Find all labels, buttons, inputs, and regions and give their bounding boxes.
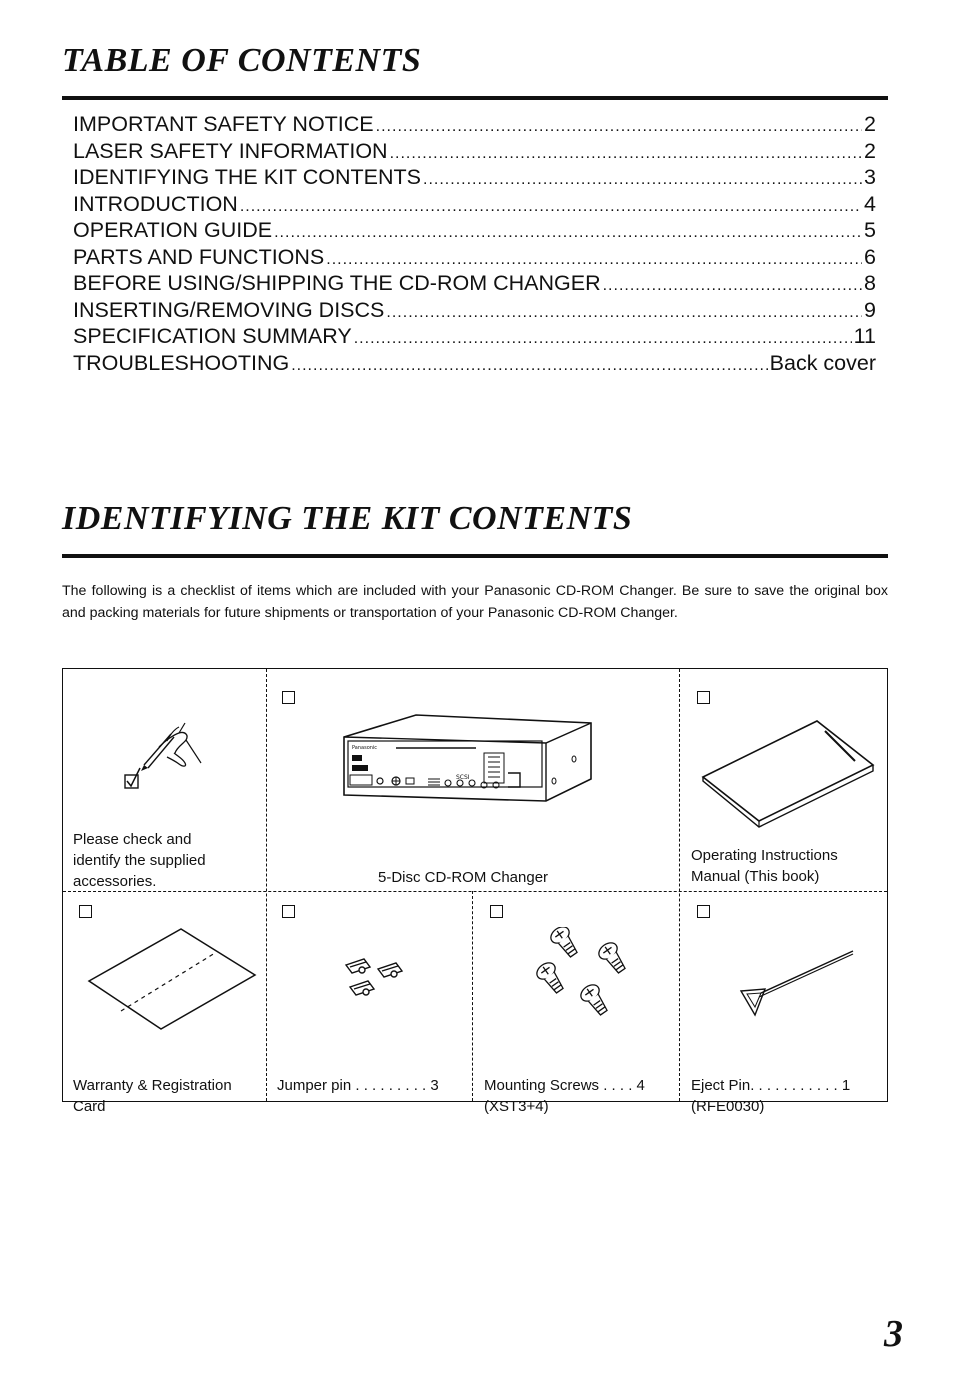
- toc-entry-title: INTRODUCTION: [73, 191, 238, 216]
- toc-leader: [354, 330, 852, 348]
- toc-entry-page: 2: [864, 138, 876, 163]
- caption-line: Operating Instructions: [691, 847, 838, 864]
- caption-line: 5-Disc CD-ROM Changer: [378, 869, 549, 886]
- toc-entry[interactable]: [73, 139, 876, 166]
- toc-entry-title: OPERATION GUIDE: [73, 218, 273, 242]
- toc-entry-title: IMPORTANT SAFETY NOTICE: [73, 112, 374, 136]
- checkbox[interactable]: [490, 905, 503, 918]
- toc-leader: [240, 198, 862, 216]
- caption-line: Warranty & Registration: [73, 1077, 232, 1094]
- toc-entry[interactable]: [73, 218, 876, 245]
- toc-entry[interactable]: [73, 192, 876, 219]
- toc-heading: TABLE OF CONTENTS: [62, 42, 422, 79]
- instruction-caption: [73, 829, 206, 892]
- toc-leader: [386, 304, 862, 322]
- toc-entry-title: BEFORE USING/SHIPPING THE CD-ROM CHANGER: [73, 271, 601, 295]
- checkbox[interactable]: [697, 691, 710, 704]
- checkbox[interactable]: [697, 905, 710, 918]
- instruction-cell: [63, 669, 266, 891]
- toc-leader: [390, 145, 862, 163]
- toc-entry-title: INSERTING/REMOVING DISCS: [73, 297, 385, 322]
- checkbox[interactable]: [282, 905, 295, 918]
- screws-caption: [484, 1075, 645, 1117]
- toc-leader: [376, 118, 862, 136]
- caption-line: accessories.: [73, 873, 157, 890]
- toc-entry-page: 6: [864, 244, 876, 269]
- warranty-card-icon: [85, 923, 261, 1033]
- toc-entry[interactable]: [73, 112, 876, 139]
- toc-entry[interactable]: [73, 324, 876, 351]
- eject-cell: [679, 891, 887, 1115]
- toc-entry-page: Back cover: [769, 350, 876, 375]
- toc-leader: [326, 251, 862, 269]
- toc-entry-title: SPECIFICATION SUMMARY: [73, 324, 352, 348]
- checkbox[interactable]: [282, 691, 295, 704]
- caption-line: (XST3+4): [484, 1098, 549, 1115]
- changer-caption: [378, 867, 548, 888]
- kit-intro: The following is a checklist of items which are included with your Panasonic CD-ROM Changer. Be sure to save the original box and packing materials for future shipments or transportation of your Panasonic CD-ROM Changer.: [62, 583, 888, 621]
- warranty-cell: [63, 891, 266, 1115]
- toc-leader: [291, 357, 767, 375]
- kit-checklist: [62, 668, 888, 1115]
- toc-entry-page: 11: [853, 324, 876, 348]
- caption-line: identify the supplied: [73, 852, 206, 869]
- kit-heading: IDENTIFYING THE KIT CONTENTS: [62, 500, 633, 537]
- toc-entry[interactable]: [73, 245, 876, 272]
- jumper-caption: [277, 1075, 439, 1096]
- manual-cell: [679, 669, 887, 891]
- warranty-caption: [73, 1075, 232, 1117]
- toc-leader: [603, 277, 862, 295]
- changer-cell: [266, 669, 679, 891]
- caption-line: Jumper pin . . . . . . . . . 3: [277, 1077, 439, 1094]
- page-number: 3: [884, 1313, 903, 1355]
- toc-entry-page: 5: [864, 218, 876, 242]
- toc-entry-title: TROUBLESHOOTING: [73, 350, 290, 375]
- toc-entry-title: PARTS AND FUNCTIONS: [73, 244, 325, 269]
- mounting-screws-icon: [530, 927, 640, 1047]
- toc-list: [73, 112, 876, 377]
- caption-line: Manual (This book): [691, 868, 820, 885]
- toc-entry-page: 3: [864, 165, 876, 189]
- toc-entry-page: 8: [864, 271, 876, 295]
- screws-cell: [472, 891, 679, 1115]
- caption-line: Card: [73, 1098, 106, 1115]
- eject-pin-icon: [735, 947, 859, 1021]
- caption-line: Please check and: [73, 831, 192, 848]
- checkbox[interactable]: [79, 905, 92, 918]
- kit-rule: [62, 554, 888, 558]
- toc-entry-title: IDENTIFYING THE KIT CONTENTS: [73, 165, 422, 189]
- toc-entry[interactable]: [73, 165, 876, 192]
- jumper-cell: [266, 891, 472, 1101]
- caption-line: (RFE0030): [691, 1098, 765, 1115]
- toc-entry-page: 9: [864, 297, 876, 322]
- toc-leader: [423, 171, 862, 189]
- caption-line: Eject Pin. . . . . . . . . . . 1: [691, 1077, 851, 1094]
- caption-line: Mounting Screws . . . . 4: [484, 1077, 645, 1094]
- toc-entry[interactable]: [73, 351, 876, 378]
- toc-entry[interactable]: [73, 298, 876, 325]
- toc-entry-page: 4: [864, 191, 876, 216]
- jumper-pin-icon: [340, 951, 420, 1011]
- toc-entry-title: LASER SAFETY INFORMATION: [73, 138, 388, 163]
- cd-rom-changer-illustration: [336, 709, 596, 809]
- toc-leader: [274, 224, 862, 242]
- scsi-label: SCSI: [456, 774, 470, 781]
- toc-rule: [62, 96, 888, 100]
- brand-label: Panasonic: [352, 745, 378, 751]
- manual-caption: [691, 845, 838, 887]
- toc-entry[interactable]: [73, 271, 876, 298]
- manual-book-icon: [697, 717, 877, 831]
- hand-pencil-icon: [119, 719, 219, 791]
- toc-entry-page: 2: [864, 112, 876, 136]
- eject-caption: [691, 1075, 850, 1117]
